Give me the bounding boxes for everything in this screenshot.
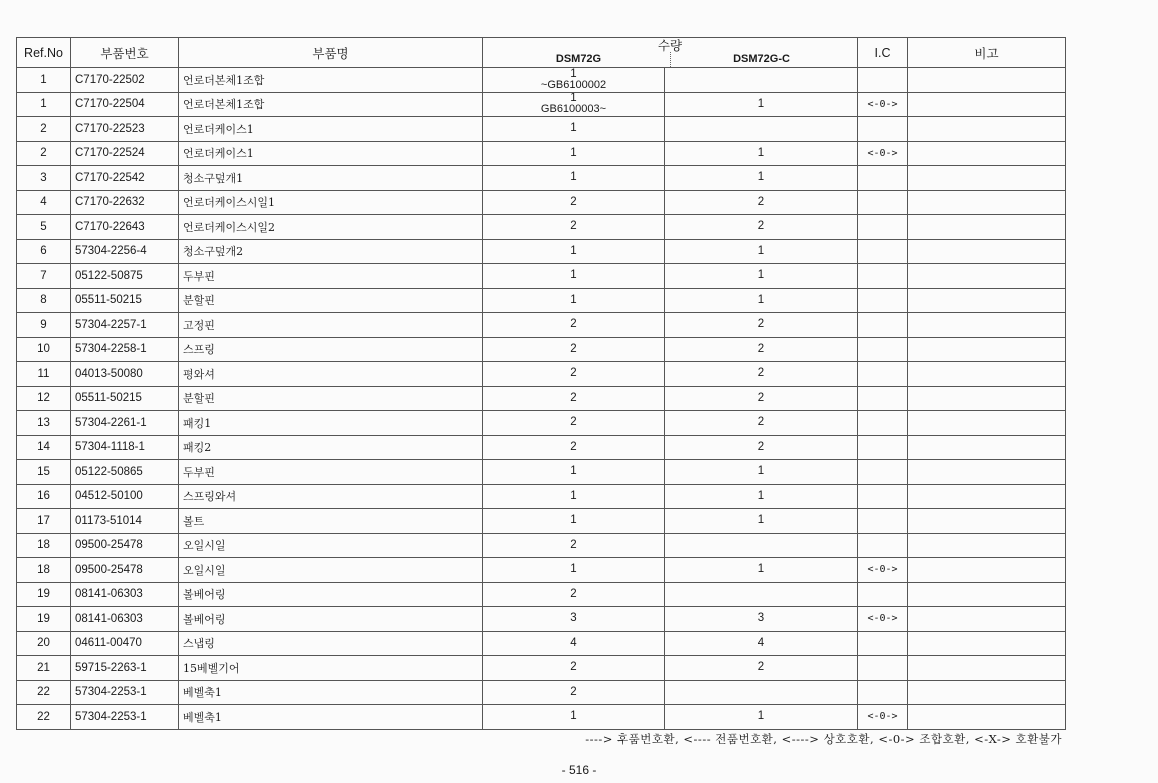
note-cell (908, 607, 1066, 632)
qty-dsm72g-value: 1 (570, 465, 577, 478)
part-number-cell: 57304-2258-1 (71, 337, 179, 362)
qty-dsm72g-c-cell: 3 (665, 607, 858, 632)
note-cell (908, 484, 1066, 509)
quantity-title: 수량 (657, 38, 683, 53)
part-name-cell: 언로더케이스1 (179, 117, 483, 142)
note-cell (908, 92, 1066, 117)
note-cell (908, 215, 1066, 240)
qty-dsm72g-c-cell: 2 (665, 190, 858, 215)
ic-cell (858, 68, 908, 93)
qty-dsm72g-cell (483, 141, 665, 166)
ic-cell (858, 117, 908, 142)
ic-cell (858, 435, 908, 460)
part-number-cell: 57304-2261-1 (71, 411, 179, 436)
qty-dsm72g-cell (483, 411, 665, 436)
table-row (17, 239, 1066, 264)
ref-no-cell: 12 (17, 386, 71, 411)
part-name-cell: 볼베어링 (179, 582, 483, 607)
qty-dsm72g-value: 2 (570, 367, 577, 380)
part-number-cell: 09500-25478 (71, 533, 179, 558)
note-cell (908, 435, 1066, 460)
table-row (17, 190, 1066, 215)
table-row (17, 411, 1066, 436)
qty-dsm72g-value: 1 (570, 710, 577, 723)
ref-no-cell: 22 (17, 705, 71, 730)
part-number-cell: 04512-50100 (71, 484, 179, 509)
qty-dsm72g-c-cell: 2 (665, 215, 858, 240)
qty-dsm72g-cell (483, 386, 665, 411)
note-cell (908, 656, 1066, 681)
part-name-cell: 스프링와셔 (179, 484, 483, 509)
part-number-cell: C7170-22502 (71, 68, 179, 93)
qty-dsm72g-cell (483, 509, 665, 534)
ref-no-cell: 21 (17, 656, 71, 681)
qty-dsm72g-cell (483, 313, 665, 338)
ref-no-cell: 2 (17, 141, 71, 166)
qty-dsm72g-c-cell: 2 (665, 656, 858, 681)
qty-dsm72g-c-cell: 1 (665, 509, 858, 534)
note-cell (908, 190, 1066, 215)
qty-dsm72g-cell (483, 166, 665, 191)
col-header-part-name: 부품명 (179, 38, 483, 68)
qty-dsm72g-cell (483, 435, 665, 460)
part-number-cell: 01173-51014 (71, 509, 179, 534)
note-cell (908, 166, 1066, 191)
note-cell (908, 533, 1066, 558)
qty-dsm72g-value: 1 (570, 514, 577, 527)
table-header-row (17, 38, 1066, 68)
ref-no-cell: 16 (17, 484, 71, 509)
qty-dsm72g-cell (483, 705, 665, 730)
qty-dsm72g-cell (483, 190, 665, 215)
ref-no-cell: 18 (17, 558, 71, 583)
part-name-cell: 분할핀 (179, 386, 483, 411)
qty-dsm72g-c-cell: 1 (665, 264, 858, 289)
ic-cell (858, 411, 908, 436)
ic-cell (858, 362, 908, 387)
qty-dsm72g-cell (483, 582, 665, 607)
part-name-cell: 언로더본체1조합 (179, 92, 483, 117)
qty-dsm72g-cell (483, 533, 665, 558)
part-number-cell: 04611-00470 (71, 631, 179, 656)
qty-dsm72g-cell (483, 92, 665, 117)
part-number-cell: 05511-50215 (71, 386, 179, 411)
part-number-cell: 08141-06303 (71, 607, 179, 632)
qty-dsm72g-value: 2 (570, 318, 577, 331)
qty-dsm72g-value: 2 (570, 416, 577, 429)
qty-dsm72g-c-cell: 1 (665, 141, 858, 166)
qty-dsm72g-c-cell: 2 (665, 411, 858, 436)
part-name-cell: 스프링 (179, 337, 483, 362)
qty-dsm72g-c-cell (665, 582, 858, 607)
qty-dsm72g-cell (483, 239, 665, 264)
table-row (17, 362, 1066, 387)
table-row (17, 484, 1066, 509)
qty-dsm72g-cell (483, 68, 665, 93)
ref-no-cell: 4 (17, 190, 71, 215)
ref-no-cell: 3 (17, 166, 71, 191)
qty-dsm72g-value: 1 (570, 244, 577, 257)
qty-dsm72g-value: 1 (570, 122, 577, 135)
table-row (17, 460, 1066, 485)
part-number-cell: C7170-22643 (71, 215, 179, 240)
qty-dsm72g-value: 2 (570, 538, 577, 551)
part-number-cell: 57304-1118-1 (71, 435, 179, 460)
part-number-cell: 57304-2256-4 (71, 239, 179, 264)
note-cell (908, 386, 1066, 411)
part-name-cell: 청소구덮개1 (179, 166, 483, 191)
part-number-cell: 57304-2253-1 (71, 680, 179, 705)
ic-cell (858, 631, 908, 656)
table-row (17, 117, 1066, 142)
qty-dsm72g-c-cell: 1 (665, 705, 858, 730)
ic-cell (858, 190, 908, 215)
part-name-cell: 언로더본체1조합 (179, 68, 483, 93)
ic-cell (858, 215, 908, 240)
ic-cell (858, 264, 908, 289)
ref-no-cell: 2 (17, 117, 71, 142)
qty-dsm72g-cell (483, 558, 665, 583)
ref-no-cell: 22 (17, 680, 71, 705)
table-row (17, 92, 1066, 117)
qty-dsm72g-cell (483, 337, 665, 362)
note-cell (908, 264, 1066, 289)
qty-dsm72g-value: 1 (570, 293, 577, 306)
ref-no-cell: 5 (17, 215, 71, 240)
qty-dsm72g-cell (483, 656, 665, 681)
col-header-model-dsm72g-c: DSM72G-C (733, 53, 790, 65)
qty-dsm72g-c-cell: 1 (665, 484, 858, 509)
qty-dsm72g-c-cell (665, 533, 858, 558)
page-number: - 516 - (561, 763, 597, 777)
table-row (17, 166, 1066, 191)
serial-range-note: GB6100003~ (540, 103, 607, 116)
table-row (17, 705, 1066, 730)
part-name-cell: 볼트 (179, 509, 483, 534)
part-number-cell: 04013-50080 (71, 362, 179, 387)
ref-no-cell: 1 (17, 92, 71, 117)
ref-no-cell: 19 (17, 607, 71, 632)
qty-dsm72g-c-cell: 2 (665, 337, 858, 362)
qty-dsm72g-value: 2 (570, 685, 577, 698)
part-number-cell: 57304-2253-1 (71, 705, 179, 730)
qty-dsm72g-cell (483, 215, 665, 240)
qty-dsm72g-c-cell (665, 68, 858, 93)
table-row (17, 558, 1066, 583)
table-row (17, 288, 1066, 313)
table-row (17, 656, 1066, 681)
qty-dsm72g-value: 2 (570, 195, 577, 208)
qty-dsm72g-value: 2 (570, 661, 577, 674)
note-cell (908, 558, 1066, 583)
col-header-note: 비고 (908, 38, 1066, 68)
part-number-cell: C7170-22523 (71, 117, 179, 142)
note-cell (908, 411, 1066, 436)
ic-cell (858, 484, 908, 509)
ic-cell (858, 166, 908, 191)
table-row (17, 607, 1066, 632)
note-cell (908, 362, 1066, 387)
part-number-cell: C7170-22504 (71, 92, 179, 117)
ic-cell (858, 582, 908, 607)
qty-dsm72g-cell (483, 631, 665, 656)
note-cell (908, 582, 1066, 607)
ref-no-cell: 6 (17, 239, 71, 264)
part-name-cell: 청소구덮개2 (179, 239, 483, 264)
qty-dsm72g-value: 1 (570, 146, 577, 159)
part-name-cell: 오일시일 (179, 558, 483, 583)
qty-dsm72g-cell (483, 680, 665, 705)
part-number-cell: C7170-22524 (71, 141, 179, 166)
part-name-cell: 15베벨기어 (179, 656, 483, 681)
ic-cell: <-0-> (858, 607, 908, 632)
col-header-model-dsm72g: DSM72G (555, 53, 602, 65)
qty-dsm72g-c-cell: 1 (665, 166, 858, 191)
ic-cell (858, 288, 908, 313)
qty-dsm72g-c-cell: 1 (665, 460, 858, 485)
qty-dsm72g-c-cell: 1 (665, 288, 858, 313)
ref-no-cell: 13 (17, 411, 71, 436)
table-row (17, 68, 1066, 93)
part-name-cell: 분할핀 (179, 288, 483, 313)
note-cell (908, 239, 1066, 264)
qty-dsm72g-cell (483, 460, 665, 485)
ic-cell (858, 386, 908, 411)
ic-cell (858, 337, 908, 362)
part-name-cell: 패킹2 (179, 435, 483, 460)
col-header-quantity (483, 38, 858, 68)
note-cell (908, 68, 1066, 93)
ref-no-cell: 15 (17, 460, 71, 485)
part-name-cell: 두부핀 (179, 460, 483, 485)
ic-cell: <-0-> (858, 141, 908, 166)
part-number-cell: 05122-50875 (71, 264, 179, 289)
part-name-cell: 패킹1 (179, 411, 483, 436)
table-row (17, 313, 1066, 338)
note-cell (908, 313, 1066, 338)
table-row (17, 680, 1066, 705)
qty-dsm72g-c-cell: 2 (665, 313, 858, 338)
ref-no-cell: 18 (17, 533, 71, 558)
part-number-cell: 08141-06303 (71, 582, 179, 607)
ic-cell (858, 509, 908, 534)
ic-cell (858, 656, 908, 681)
table-row (17, 582, 1066, 607)
part-name-cell: 언로더케이스시일1 (179, 190, 483, 215)
part-name-cell: 볼베어링 (179, 607, 483, 632)
ref-no-cell: 19 (17, 582, 71, 607)
ic-cell: <-0-> (858, 92, 908, 117)
qty-dsm72g-cell (483, 117, 665, 142)
ref-no-cell: 7 (17, 264, 71, 289)
qty-dsm72g-c-cell: 2 (665, 362, 858, 387)
note-cell (908, 141, 1066, 166)
ic-cell (858, 239, 908, 264)
serial-range-note: ~GB6100002 (540, 78, 607, 91)
part-name-cell: 고정핀 (179, 313, 483, 338)
qty-dsm72g-c-cell (665, 680, 858, 705)
part-name-cell: 언로더케이스시일2 (179, 215, 483, 240)
part-number-cell: 05122-50865 (71, 460, 179, 485)
qty-dsm72g-c-cell (665, 117, 858, 142)
table-row (17, 264, 1066, 289)
ic-cell (858, 680, 908, 705)
table-row (17, 215, 1066, 240)
table-row (17, 631, 1066, 656)
table-row (17, 533, 1066, 558)
col-header-ic: I.C (858, 38, 908, 68)
ic-cell (858, 460, 908, 485)
qty-dsm72g-value: 3 (570, 612, 577, 625)
qty-dsm72g-cell (483, 484, 665, 509)
part-name-cell: 스냅링 (179, 631, 483, 656)
qty-dsm72g-c-cell: 1 (665, 92, 858, 117)
ic-cell (858, 313, 908, 338)
part-number-cell: 09500-25478 (71, 558, 179, 583)
ref-no-cell: 11 (17, 362, 71, 387)
part-number-cell: C7170-22632 (71, 190, 179, 215)
qty-dsm72g-value: 1 (570, 171, 577, 184)
note-cell (908, 631, 1066, 656)
qty-dsm72g-value: 2 (570, 587, 577, 600)
qty-dsm72g-value: 1 (570, 67, 577, 80)
part-name-cell: 베벨축1 (179, 705, 483, 730)
qty-dsm72g-c-cell: 1 (665, 558, 858, 583)
qty-dsm72g-value: 2 (570, 342, 577, 355)
note-cell (908, 705, 1066, 730)
col-header-part-number: 부품번호 (71, 38, 179, 68)
table-row (17, 386, 1066, 411)
qty-dsm72g-value: 1 (570, 269, 577, 282)
qty-dsm72g-value: 2 (570, 391, 577, 404)
ic-cell (858, 533, 908, 558)
qty-dsm72g-cell (483, 607, 665, 632)
table-row (17, 435, 1066, 460)
note-cell (908, 288, 1066, 313)
ref-no-cell: 17 (17, 509, 71, 534)
part-name-cell: 언로더케이스1 (179, 141, 483, 166)
part-name-cell: 평와셔 (179, 362, 483, 387)
table-row (17, 337, 1066, 362)
ref-no-cell: 10 (17, 337, 71, 362)
ref-no-cell: 9 (17, 313, 71, 338)
col-header-ref-no: Ref.No (17, 38, 71, 68)
qty-dsm72g-cell (483, 264, 665, 289)
note-cell (908, 509, 1066, 534)
parts-table (16, 37, 1066, 730)
ic-cell: <-0-> (858, 705, 908, 730)
qty-dsm72g-value: 1 (570, 489, 577, 502)
ref-no-cell: 1 (17, 68, 71, 93)
interchangeability-legend: ----> 후품번호환, <---- 전품번호환, <----> 상호호환, <-0-> 조합호환, <-X-> 호환불가 (585, 732, 1062, 746)
ref-no-cell: 20 (17, 631, 71, 656)
qty-dsm72g-c-cell: 1 (665, 239, 858, 264)
qty-dsm72g-value: 4 (570, 636, 577, 649)
ref-no-cell: 8 (17, 288, 71, 313)
part-name-cell: 오일시일 (179, 533, 483, 558)
part-name-cell: 두부핀 (179, 264, 483, 289)
part-number-cell: 57304-2257-1 (71, 313, 179, 338)
qty-dsm72g-value: 2 (570, 440, 577, 453)
note-cell (908, 680, 1066, 705)
qty-dsm72g-cell (483, 362, 665, 387)
ic-cell: <-0-> (858, 558, 908, 583)
part-name-cell: 베벨축1 (179, 680, 483, 705)
qty-dsm72g-c-cell: 2 (665, 435, 858, 460)
qty-dsm72g-value: 1 (570, 563, 577, 576)
note-cell (908, 117, 1066, 142)
table-row (17, 509, 1066, 534)
table-row (17, 141, 1066, 166)
qty-dsm72g-c-cell: 4 (665, 631, 858, 656)
ref-no-cell: 14 (17, 435, 71, 460)
qty-dsm72g-cell (483, 288, 665, 313)
qty-dsm72g-value: 1 (570, 92, 577, 105)
part-number-cell: C7170-22542 (71, 166, 179, 191)
part-number-cell: 59715-2263-1 (71, 656, 179, 681)
note-cell (908, 337, 1066, 362)
qty-dsm72g-value: 2 (570, 220, 577, 233)
qty-dsm72g-c-cell: 2 (665, 386, 858, 411)
part-number-cell: 05511-50215 (71, 288, 179, 313)
note-cell (908, 460, 1066, 485)
